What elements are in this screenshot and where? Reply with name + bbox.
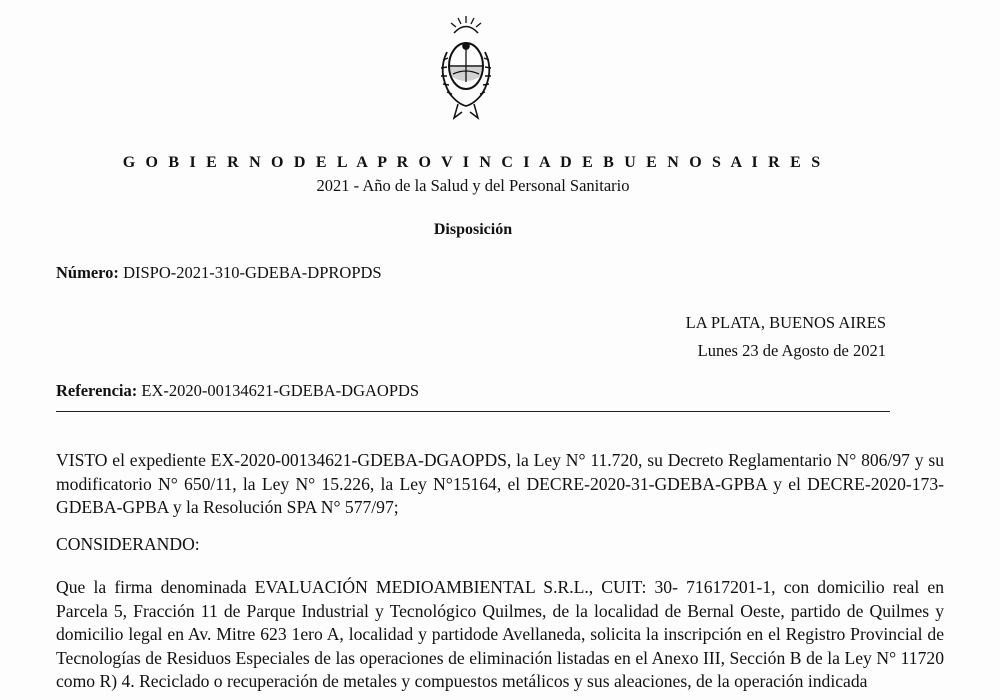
numero-label: Número: [56,263,119,282]
place: LA PLATA, BUENOS AIRES [685,313,886,332]
year-motto: 2021 - Año de la Salud y del Personal Sanitario [316,176,630,195]
government-title: G O B I E R N O D E L A P R O V I N C I A D E B U E N O S A I R E S [122,154,824,171]
referencia-label: Referencia: [56,381,138,400]
considerando-heading: CONSIDERANDO: [56,534,200,554]
date: Lunes 23 de Agosto de 2021 [697,341,886,360]
visto-paragraph: VISTO el expediente EX-2020-00134621-GDEBA-DGAOPDS, la Ley N° 11.720, su Decreto Reglamentario N° 806/97 y su modificatorio N° 650/11, la Ley N° 15.226, la Ley N°15164, el DECRE-2020-31-GDEBA-GPBA y el DECRE-2020-173-GDEBA-GPBA y la Resolución SPA N° 577/97; [56,450,944,518]
escudo-provincia-buenos-aires-icon [432,14,500,122]
divider [56,411,890,412]
document-type: Disposición [433,221,513,238]
reference [56,381,419,401]
que-paragraph: Que la firma denominada EVALUACIÓN MEDIOAMBIENTAL S.R.L., CUIT: 30- 71617201-1, con domicilio real en Parcela 5, Fracción 11 de Parque Industrial y Tecnológico Quilmes, de la localidad de Bernal Oeste, partido de Quilmes y domicilio legal en Av. Mitre 623 1ero A, localidad y partidode Avellaneda, solicita la inscripción en el Registro Provincial de Tecnologías de Residuos Especiales de las operaciones de eliminación listadas en el Anexo III, Sección B de la Ley N° 11720 como R) 4. Reciclado o recuperación de metales y compuestos metálicos y sus aleaciones, de la operación indicada [56,577,944,692]
document-number [56,263,382,283]
referencia-value: EX-2020-00134621-GDEBA-DGAOPDS [141,381,420,400]
numero-value: DISPO-2021-310-GDEBA-DPROPDS [123,263,382,282]
